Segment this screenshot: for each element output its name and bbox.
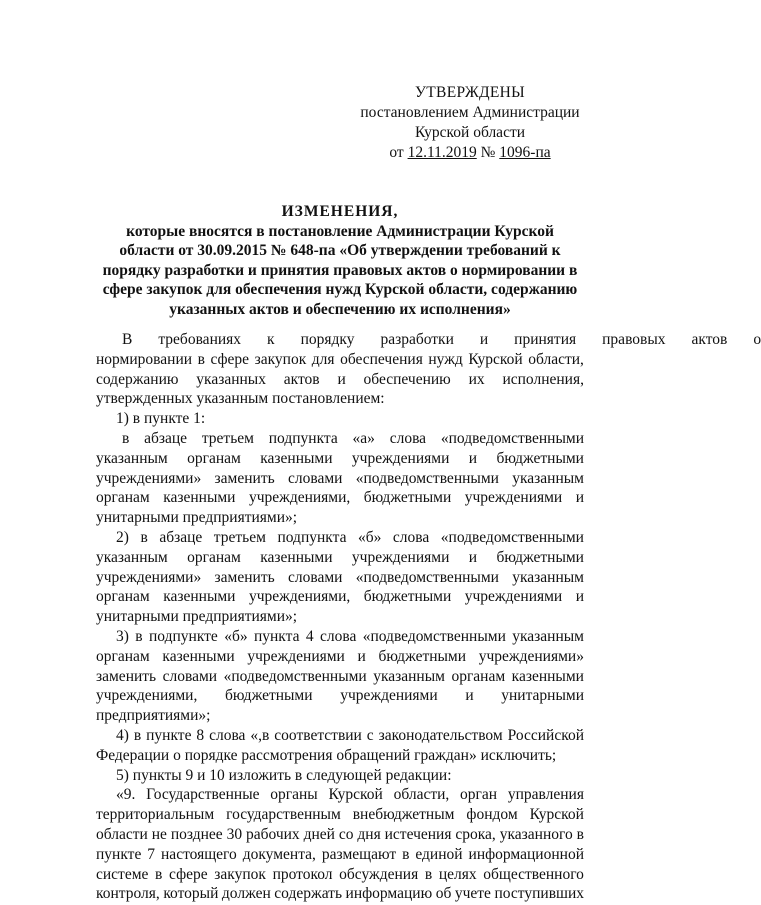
title-line: которые вносятся в постановление Администрации Курской xyxy=(126,222,554,240)
approval-number: 1096-па xyxy=(499,144,551,161)
approval-line-2: Курской области xyxy=(414,124,526,141)
document-title xyxy=(96,202,584,320)
approval-block xyxy=(360,83,580,163)
text-line: 5) пункты 9 и 10 изложить в следующей редакции: xyxy=(116,766,452,784)
text-line: утвержденных указанным постановлением: xyxy=(96,390,385,408)
title-line: сфере закупок для обеспечения нужд Курской области, содержанию xyxy=(102,281,578,299)
text-line: «9. Государственные органы Курской области, орган управления xyxy=(116,786,584,804)
text-line: территориальным государственным внебюджетным фондом Курской xyxy=(96,806,584,824)
text-line: в абзаце третьем подпункта «а» слова «подведомственными xyxy=(122,429,584,447)
approval-date-line xyxy=(360,143,580,163)
text-line: Федерации о порядке рассмотрения обращений граждан» исключить; xyxy=(96,746,557,764)
text-line: нормировании в сфере закупок для обеспечения нужд Курской области, xyxy=(96,350,584,368)
number-prefix: № xyxy=(476,144,500,161)
item-1 xyxy=(96,409,584,429)
text-line: системе в сфере закупок протокол обсуждения в целях общественного xyxy=(96,865,584,883)
text-line: 3) в подпункте «б» пункта 4 слова «подведомственными указанным xyxy=(116,627,584,645)
intro-paragraph xyxy=(96,330,761,409)
text-line: указанным органам казенными учреждениями и бюджетными xyxy=(96,449,584,467)
title-line: указанных актов и обеспечению их исполнения» xyxy=(169,300,511,318)
text-line: учреждениями» заменить словами «подведомственными указанным xyxy=(96,469,584,487)
approval-heading: УТВЕРЖДЕНЫ xyxy=(415,84,525,101)
text-line: унитарными предприятиями»; xyxy=(96,509,298,527)
text-line: заменить словами «подведомственными указанным органам казенными xyxy=(96,667,584,685)
item-4 xyxy=(96,726,584,766)
approval-date: 12.11.2019 xyxy=(407,144,477,161)
document-body xyxy=(96,330,761,904)
item-2 xyxy=(96,528,584,627)
text-line: содержанию указанных актов и обеспечению их исполнения, xyxy=(96,370,584,388)
title-heading: ИЗМЕНЕНИЯ, xyxy=(281,203,399,220)
subitem-1a xyxy=(96,429,584,528)
text-line: органам казенными учреждениями, бюджетными учреждениями и xyxy=(96,588,584,606)
text-line: контроля, который должен содержать информацию об учете поступивших xyxy=(96,885,584,903)
text-line: учреждениями, бюджетными учреждениями и унитарными xyxy=(96,687,584,705)
title-line: порядку разработки и принятия правовых актов о нормировании в xyxy=(102,261,578,279)
text-line: 2) в абзаце третьем подпункта «б» слова «подведомственными xyxy=(116,528,584,546)
item-5 xyxy=(96,766,584,786)
text-line: органам казенными учреждениями, бюджетными учреждениями и xyxy=(96,489,584,507)
text-line: пункте 7 настоящего документа, размещают в единой информационной xyxy=(96,845,584,863)
item-3 xyxy=(96,627,584,726)
item-9-quote xyxy=(96,785,584,904)
text-line: учреждениями» заменить словами «подведомственными указанным xyxy=(96,568,584,586)
text-line: унитарными предприятиями»; xyxy=(96,608,298,626)
text-line: 4) в пункте 8 слова «,в соответствии с законодательством Российской xyxy=(116,726,584,744)
text-line: предприятиями»; xyxy=(96,707,211,725)
text-line: указанным органам казенными учреждениями и бюджетными xyxy=(96,548,584,566)
date-prefix: от xyxy=(389,144,408,161)
approval-line-1: постановлением Администрации xyxy=(360,104,580,121)
text-line: 1) в пункте 1: xyxy=(116,410,206,428)
text-line: органам казенными учреждениями и бюджетными учреждениями» xyxy=(96,647,584,665)
text-line: В требованиях к порядку разработки и принятия правовых актов о xyxy=(122,331,761,348)
text-line: области не позднее 30 рабочих дней со дня истечения срока, указанного в xyxy=(96,825,584,843)
title-line: области от 30.09.2015 № 648-па «Об утверждении требований к xyxy=(119,242,561,260)
